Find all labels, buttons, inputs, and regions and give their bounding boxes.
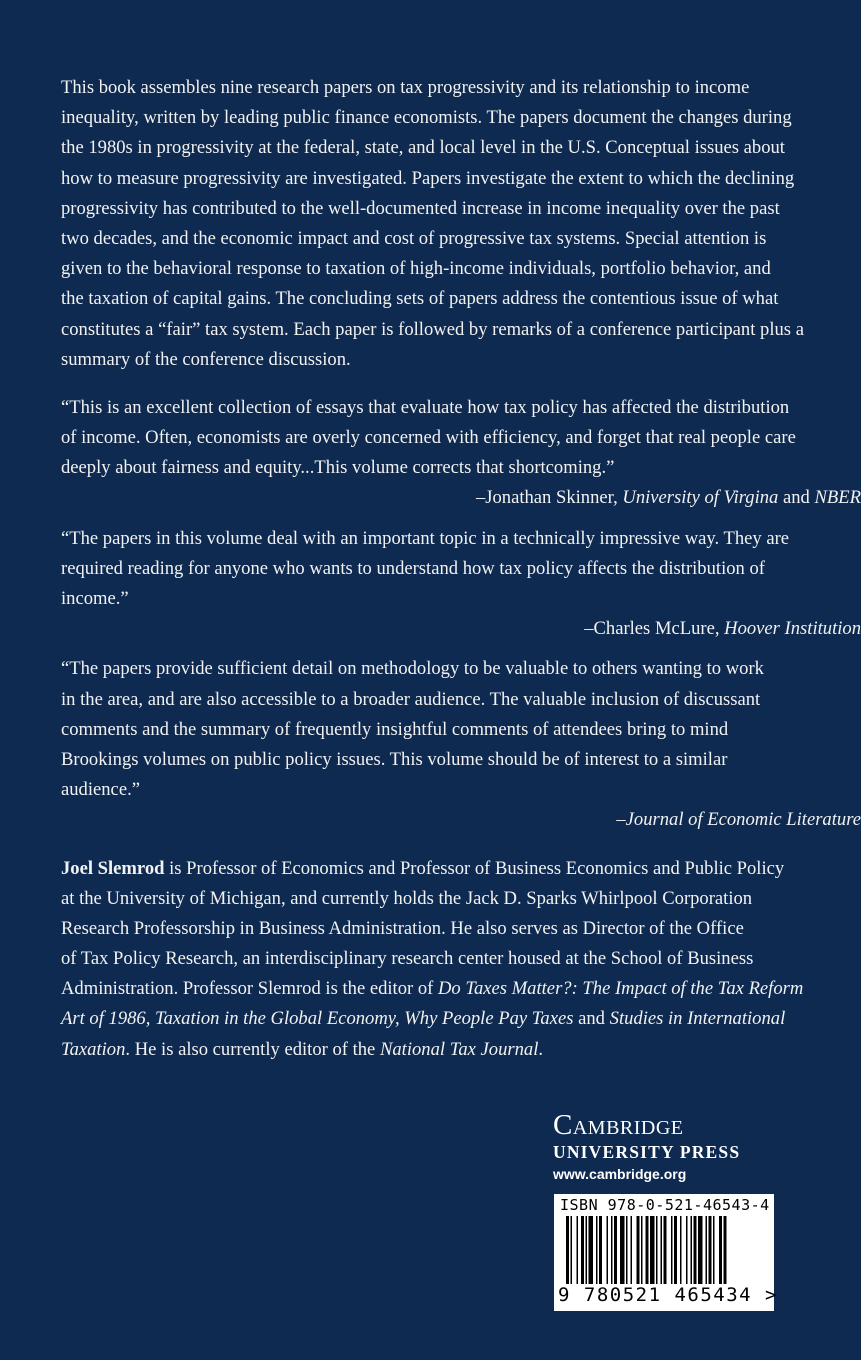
description-line: two decades, and the economic impact and cost of progressive tax systems. Special attention is [61, 227, 767, 249]
bio-line: of Tax Policy Research, an interdisciplinary research center housed at the School of Business [61, 948, 754, 970]
review-line: Brookings volumes on public policy issues. This volume should be of interest to a similar [61, 748, 728, 770]
barcode-number: 9 780521 465434 > [558, 1284, 778, 1306]
bio-line: at the University of Michigan, and currently holds the Jack D. Sparks Whirlpool Corporation [61, 887, 753, 909]
description-line: inequality, written by leading public finance economists. The papers document the changes during [61, 107, 792, 129]
description-line: summary of the conference discussion. [61, 348, 351, 370]
review-jel [61, 654, 861, 835]
review-line: “The papers provide sufficient detail on methodology to be valuable to others wanting to work [61, 658, 764, 680]
bio-line: Administration. Professor Slemrod is the editor of Do Taxes Matter?: The Impact of the Tax Reform [61, 978, 804, 1000]
review-line: audience.” [61, 779, 140, 801]
isbn-label: ISBN 978-0-521-46543-4 [560, 1196, 770, 1214]
review-attribution: –Charles McLure, Hoover Institution [584, 618, 861, 640]
review-attribution: –Journal of Economic Literature [616, 809, 861, 831]
description-line: given to the behavioral response to taxation of high-income individuals, portfolio behavior, and [61, 258, 771, 280]
bio-line: Art of 1986, Taxation in the Global Economy, Why People Pay Taxes and Studies in International [61, 1008, 786, 1030]
review-line: “This is an excellent collection of essays that evaluate how tax policy has affected the distribution [61, 396, 790, 418]
isbn-barcode [554, 1194, 778, 1311]
bio-line: Joel Slemrod is Professor of Economics and Professor of Business Economics and Public Policy [61, 857, 785, 879]
description [61, 73, 861, 375]
publisher-name: Cambridge [553, 1109, 684, 1141]
description-line: the 1980s in progressivity at the federal, state, and local level in the U.S. Conceptual issues about [61, 137, 785, 159]
review-line: of income. Often, economists are overly concerned with efficiency, and forget that real people care [61, 427, 796, 449]
bio-line: Taxation. He is also currently editor of the National Tax Journal. [61, 1038, 544, 1060]
description-line: This book assembles nine research papers on tax progressivity and its relationship to income [61, 77, 750, 98]
author-bio [61, 854, 861, 1065]
publisher-logo [553, 1108, 783, 1186]
description-line: the taxation of capital gains. The concluding sets of papers address the contentious issue of what [61, 288, 779, 310]
review-line: income.” [61, 588, 129, 609]
publisher-url: www.cambridge.org [553, 1166, 687, 1182]
back-cover-text [61, 73, 861, 1065]
description-line: constitutes a “fair” tax system. Each paper is followed by remarks of a conference participant plus a [61, 318, 804, 340]
description-line: how to measure progressivity are investigated. Papers investigate the extent to which the declining [61, 167, 795, 189]
publisher-subtitle: UNIVERSITY PRESS [553, 1142, 741, 1162]
author-name: Joel Slemrod [61, 857, 165, 879]
review-line: in the area, and are also accessible to a broader audience. The valuable inclusion of discussant [61, 688, 761, 710]
review-line: comments and the summary of frequently insightful comments of attendees bring to mind [61, 718, 729, 740]
review-line: “The papers in this volume deal with an important topic in a technically impressive way. They are [61, 527, 790, 549]
description-line: progressivity has contributed to the well-documented increase in income inequality over the past [61, 197, 780, 219]
barcode-bars [566, 1216, 762, 1284]
review-attribution: –Jonathan Skinner, University of Virgina and NBER [475, 487, 861, 509]
review-line: deeply about fairness and equity...This volume corrects that shortcoming.” [61, 457, 615, 479]
review-line: required reading for anyone who wants to understand how tax policy affects the distribution of [61, 557, 765, 579]
bio-line: Research Professorship in Business Administration. He also serves as Director of the Office [61, 917, 744, 939]
review-mclure [61, 524, 861, 645]
review-skinner [61, 393, 861, 514]
